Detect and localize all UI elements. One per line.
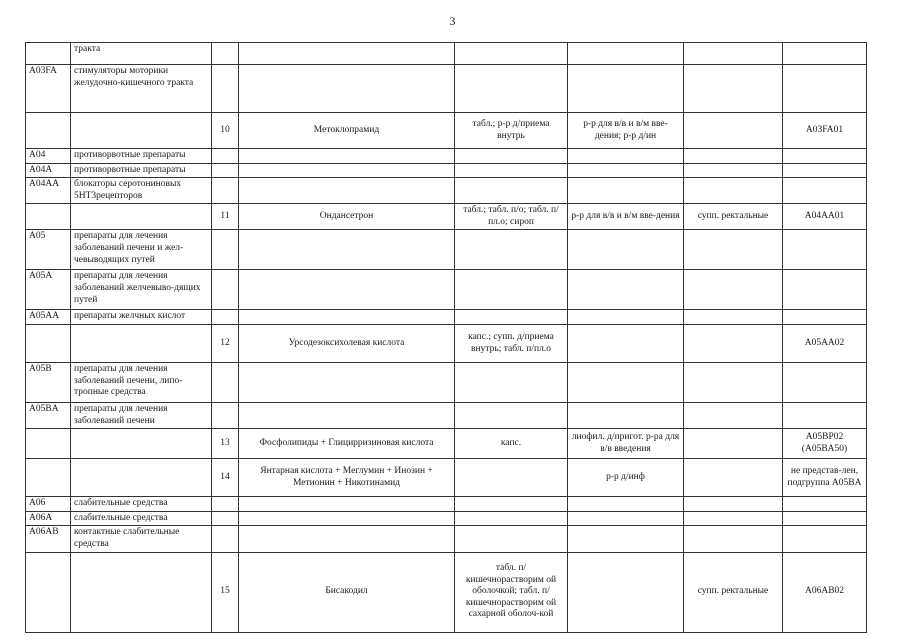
empty-cell [783,403,867,429]
drug-row [26,204,867,230]
empty-cell [568,363,684,403]
drug-name-cell: Урсодезоксихолевая кислота [239,325,455,363]
oral-form-cell: капс.; супп. д/приема внутрь; табл. п/пл.о [455,325,568,363]
group-code-cell: A04A [26,163,71,178]
empty-cell [239,163,455,178]
group-code-cell: A04AA [26,178,71,204]
row-number-cell: 12 [212,325,239,363]
empty-cell [71,204,212,230]
other-form-cell: супп. ректальные [684,552,783,632]
atc-code-cell: A06AB02 [783,552,867,632]
group-code-cell: A04 [26,149,71,164]
group-row [26,43,867,65]
group-row [26,65,867,113]
empty-cell [684,230,783,270]
empty-cell [212,403,239,429]
empty-cell [71,552,212,632]
group-name-cell: препараты для лечения заболеваний печени [71,403,212,429]
group-code-cell: A05 [26,230,71,270]
drug-classification-table [25,42,867,633]
empty-cell [783,526,867,552]
oral-form-cell: капс. [455,429,568,459]
group-row [26,497,867,512]
injection-form-cell: р-р д/инф [568,459,684,497]
injection-form-cell: р-р для в/в и в/м вве-дения [568,204,684,230]
empty-cell [239,497,455,512]
other-form-cell: супп. ректальные [684,204,783,230]
group-name-cell: стимуляторы моторики желудочно-кишечного тракта [71,65,212,113]
empty-cell [239,363,455,403]
empty-cell [212,363,239,403]
empty-cell [568,403,684,429]
group-row [26,526,867,552]
group-row [26,363,867,403]
empty-cell [212,163,239,178]
empty-cell [568,526,684,552]
group-name-cell: контактные слабительные средства [71,526,212,552]
empty-cell [455,497,568,512]
injection-form-cell: р-р для в/в и в/м вве-дения; р-р д/ин [568,113,684,149]
empty-cell [239,43,455,65]
atc-code-cell: не представ-лен, подгруппа A05BA [783,459,867,497]
oral-form-cell: табл.; табл. п/о; табл. п/пл.о; сироп [455,204,568,230]
empty-cell [568,270,684,310]
empty-cell [239,149,455,164]
empty-cell [239,310,455,325]
empty-cell [212,526,239,552]
oral-form-cell: табл.; р-р д/приема внутрь [455,113,568,149]
drug-name-cell: Бисакодил [239,552,455,632]
group-name-cell: слабительные средства [71,511,212,526]
empty-cell [684,511,783,526]
group-row [26,149,867,164]
empty-cell [783,497,867,512]
injection-form-cell [568,552,684,632]
group-name-cell: противорвотные препараты [71,149,212,164]
other-form-cell [684,429,783,459]
group-row [26,230,867,270]
empty-cell [684,310,783,325]
empty-cell [455,363,568,403]
empty-cell [455,65,568,113]
row-number-cell: 11 [212,204,239,230]
atc-code-cell: A04AA01 [783,204,867,230]
group-code-cell: A05A [26,270,71,310]
empty-cell [783,43,867,65]
oral-form-cell [455,459,568,497]
atc-code-cell: A05BP02 (A05BA50) [783,429,867,459]
group-code-cell: A03FA [26,65,71,113]
empty-cell [783,363,867,403]
empty-cell [568,310,684,325]
group-name-cell: препараты для лечения заболеваний желчевыво-дящих путей [71,270,212,310]
empty-cell [783,270,867,310]
row-number-cell: 14 [212,459,239,497]
empty-cell [26,113,71,149]
other-form-cell [684,325,783,363]
empty-cell [71,325,212,363]
group-code-cell: A05AA [26,310,71,325]
empty-cell [568,497,684,512]
atc-code-cell: A03FA01 [783,113,867,149]
group-name-cell: блокаторы серотониновых 5НТ3рецепторов [71,178,212,204]
empty-cell [684,65,783,113]
group-code-cell: A05BA [26,403,71,429]
group-row [26,310,867,325]
group-name-cell: препараты для лечения заболеваний печени, липо-тропные средства [71,363,212,403]
empty-cell [783,310,867,325]
empty-cell [783,65,867,113]
empty-cell [455,149,568,164]
empty-cell [26,429,71,459]
drug-row [26,429,867,459]
empty-cell [239,65,455,113]
drug-name-cell: Ондансетрон [239,204,455,230]
empty-cell [783,149,867,164]
empty-cell [568,511,684,526]
empty-cell [684,526,783,552]
empty-cell [239,230,455,270]
empty-cell [239,178,455,204]
atc-code-cell: A05AA02 [783,325,867,363]
group-code-cell: A06AB [26,526,71,552]
group-name-cell: слабительные средства [71,497,212,512]
group-row [26,163,867,178]
group-code-cell [26,43,71,65]
empty-cell [455,178,568,204]
empty-cell [71,459,212,497]
drug-name-cell: Янтарная кислота + Меглумин + Инозин + Метионин + Никотинамид [239,459,455,497]
group-code-cell: A05B [26,363,71,403]
empty-cell [783,163,867,178]
empty-cell [455,511,568,526]
group-row [26,270,867,310]
empty-cell [212,65,239,113]
injection-form-cell [568,325,684,363]
group-name-cell: препараты для лечения заболеваний печени и жел-чевыводящих путей [71,230,212,270]
empty-cell [212,270,239,310]
row-number-cell: 10 [212,113,239,149]
group-code-cell: A06 [26,497,71,512]
group-name-cell: тракта [71,43,212,65]
empty-cell [239,270,455,310]
oral-form-cell: табл. п/кишечнорастворим ой оболочкой; табл. п/кишечнорастворим ой сахарной оболоч-кой [455,552,568,632]
row-number-cell: 13 [212,429,239,459]
empty-cell [212,310,239,325]
empty-cell [26,325,71,363]
empty-cell [684,363,783,403]
empty-cell [212,149,239,164]
group-name-cell: противорвотные препараты [71,163,212,178]
drug-row [26,552,867,632]
empty-cell [684,43,783,65]
empty-cell [212,230,239,270]
group-name-cell: препараты желчных кислот [71,310,212,325]
empty-cell [783,511,867,526]
empty-cell [783,230,867,270]
empty-cell [239,511,455,526]
empty-cell [26,552,71,632]
empty-cell [212,511,239,526]
group-row [26,511,867,526]
empty-cell [568,163,684,178]
empty-cell [239,526,455,552]
empty-cell [239,403,455,429]
group-row [26,178,867,204]
empty-cell [783,178,867,204]
group-row [26,403,867,429]
empty-cell [455,270,568,310]
empty-cell [455,43,568,65]
injection-form-cell: лиофил. д/пригот. р-ра для в/в введения [568,429,684,459]
empty-cell [71,429,212,459]
drug-name-cell: Метоклопрамид [239,113,455,149]
group-code-cell: A06A [26,511,71,526]
drug-row [26,459,867,497]
empty-cell [684,178,783,204]
empty-cell [455,230,568,270]
drug-row [26,325,867,363]
empty-cell [455,526,568,552]
other-form-cell [684,459,783,497]
empty-cell [568,178,684,204]
empty-cell [26,204,71,230]
page-number: 3 [449,14,456,28]
empty-cell [212,43,239,65]
empty-cell [71,113,212,149]
empty-cell [26,459,71,497]
empty-cell [684,163,783,178]
drug-name-cell: Фосфолипиды + Глицирризиновая кислота [239,429,455,459]
empty-cell [212,497,239,512]
drug-row [26,113,867,149]
empty-cell [455,403,568,429]
other-form-cell [684,113,783,149]
empty-cell [684,149,783,164]
empty-cell [568,230,684,270]
empty-cell [455,163,568,178]
empty-cell [568,65,684,113]
empty-cell [455,310,568,325]
empty-cell [684,270,783,310]
empty-cell [684,403,783,429]
row-number-cell: 15 [212,552,239,632]
empty-cell [212,178,239,204]
empty-cell [568,43,684,65]
empty-cell [568,149,684,164]
empty-cell [684,497,783,512]
